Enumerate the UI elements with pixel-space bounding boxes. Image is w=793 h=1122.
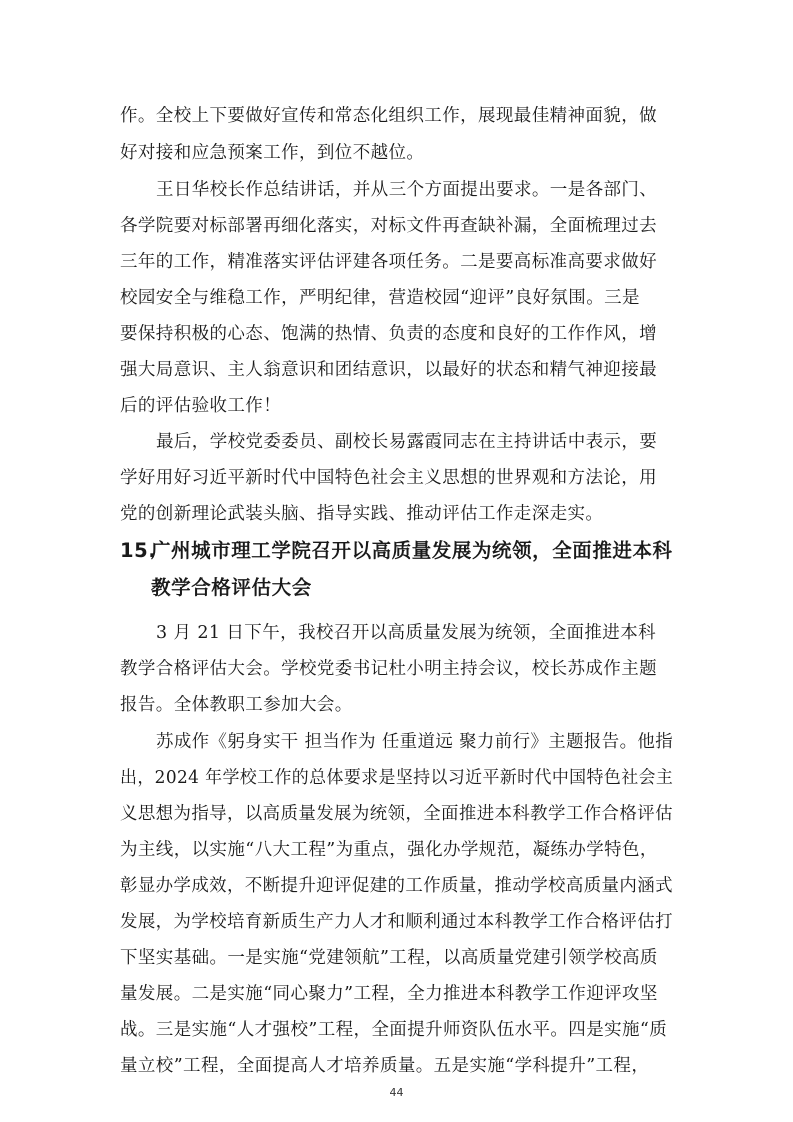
text-line: 战。三是实施“人才强校”工程，全面提升师资队伍水平。四是实施“质 bbox=[120, 1020, 668, 1040]
heading-line-2: 教学合格评估大会 bbox=[151, 576, 312, 599]
text-line: 量立校”工程，全面提高人才培养质量。五是实施“学科提升”工程， bbox=[120, 1056, 650, 1076]
page-number: 44 bbox=[389, 1086, 404, 1099]
heading-line-1: 广州城市理工学院召开以高质量发展为统领，全面推进本科 bbox=[151, 539, 673, 562]
text-line: 校园安全与维稳工作，严明纪律，营造校园“迎评”良好氛围。三是 bbox=[120, 288, 640, 308]
text-line: 3 月 21 日下午，我校召开以高质量发展为统领，全面推进本科 bbox=[156, 623, 656, 643]
text-line: 三年的工作，精准落实评估评建各项任务。二是要高标准高要求做好 bbox=[120, 252, 657, 272]
text-line: 党的创新理论武装头脑、指导实践、推动评估工作走深走实。 bbox=[120, 504, 604, 524]
text-line: 好对接和应急预案工作，到位不越位。 bbox=[120, 143, 425, 163]
text-line: 彰显办学成效，不断提升迎评促建的工作质量，推动学校高质量内涵式 bbox=[120, 876, 673, 896]
text-line: 报告。全体教职工参加大会。 bbox=[120, 695, 353, 715]
text-line: 学好用好习近平新时代中国特色社会主义思想的世界观和方法论，用 bbox=[120, 468, 657, 488]
text-line: 各学院要对标部署再细化落实，对标文件再查缺补漏，全面梳理过去 bbox=[120, 216, 657, 236]
text-line: 苏成作《躬身实干 担当作为 任重道远 聚力前行》主题报告。他指 bbox=[156, 732, 674, 752]
text-line: 要保持积极的心态、饱满的热情、负责的态度和良好的工作作风，增 bbox=[120, 324, 657, 344]
text-line: 出，2024 年学校工作的总体要求是坚持以习近平新时代中国特色社会主 bbox=[120, 768, 674, 788]
text-line: 后的评估验收工作！ bbox=[120, 396, 282, 416]
text-line: 下坚实基础。一是实施“党建领航”工程，以高质量党建引领学校高质 bbox=[120, 948, 658, 968]
heading-number: 15. bbox=[120, 539, 157, 562]
text-line: 强大局意识、主人翁意识和团结意识，以最好的状态和精气神迎接最 bbox=[120, 360, 657, 380]
text-line: 最后，学校党委委员、副校长易露霞同志在主持讲话中表示，要 bbox=[156, 432, 658, 452]
text-line: 义思想为指导，以高质量发展为统领，全面推进本科教学工作合格评估 bbox=[120, 804, 673, 824]
text-line: 教学合格评估大会。学校党委书记杜小明主持会议，校长苏成作主题 bbox=[120, 659, 657, 679]
text-line: 作。全校上下要做好宣传和常态化组织工作，展现最佳精神面貌，做 bbox=[120, 106, 657, 126]
text-line: 为主线，以实施“八大工程”为重点，强化办学规范，凝练办学特色， bbox=[120, 840, 658, 860]
text-line: 发展，为学校培育新质生产力人才和顺利通过本科教学工作合格评估打 bbox=[120, 912, 673, 932]
text-line: 王日华校长作总结讲话，并从三个方面提出要求。一是各部门、 bbox=[156, 180, 658, 200]
text-line: 量发展。二是实施“同心聚力”工程，全力推进本科教学工作迎评攻坚 bbox=[120, 984, 658, 1004]
